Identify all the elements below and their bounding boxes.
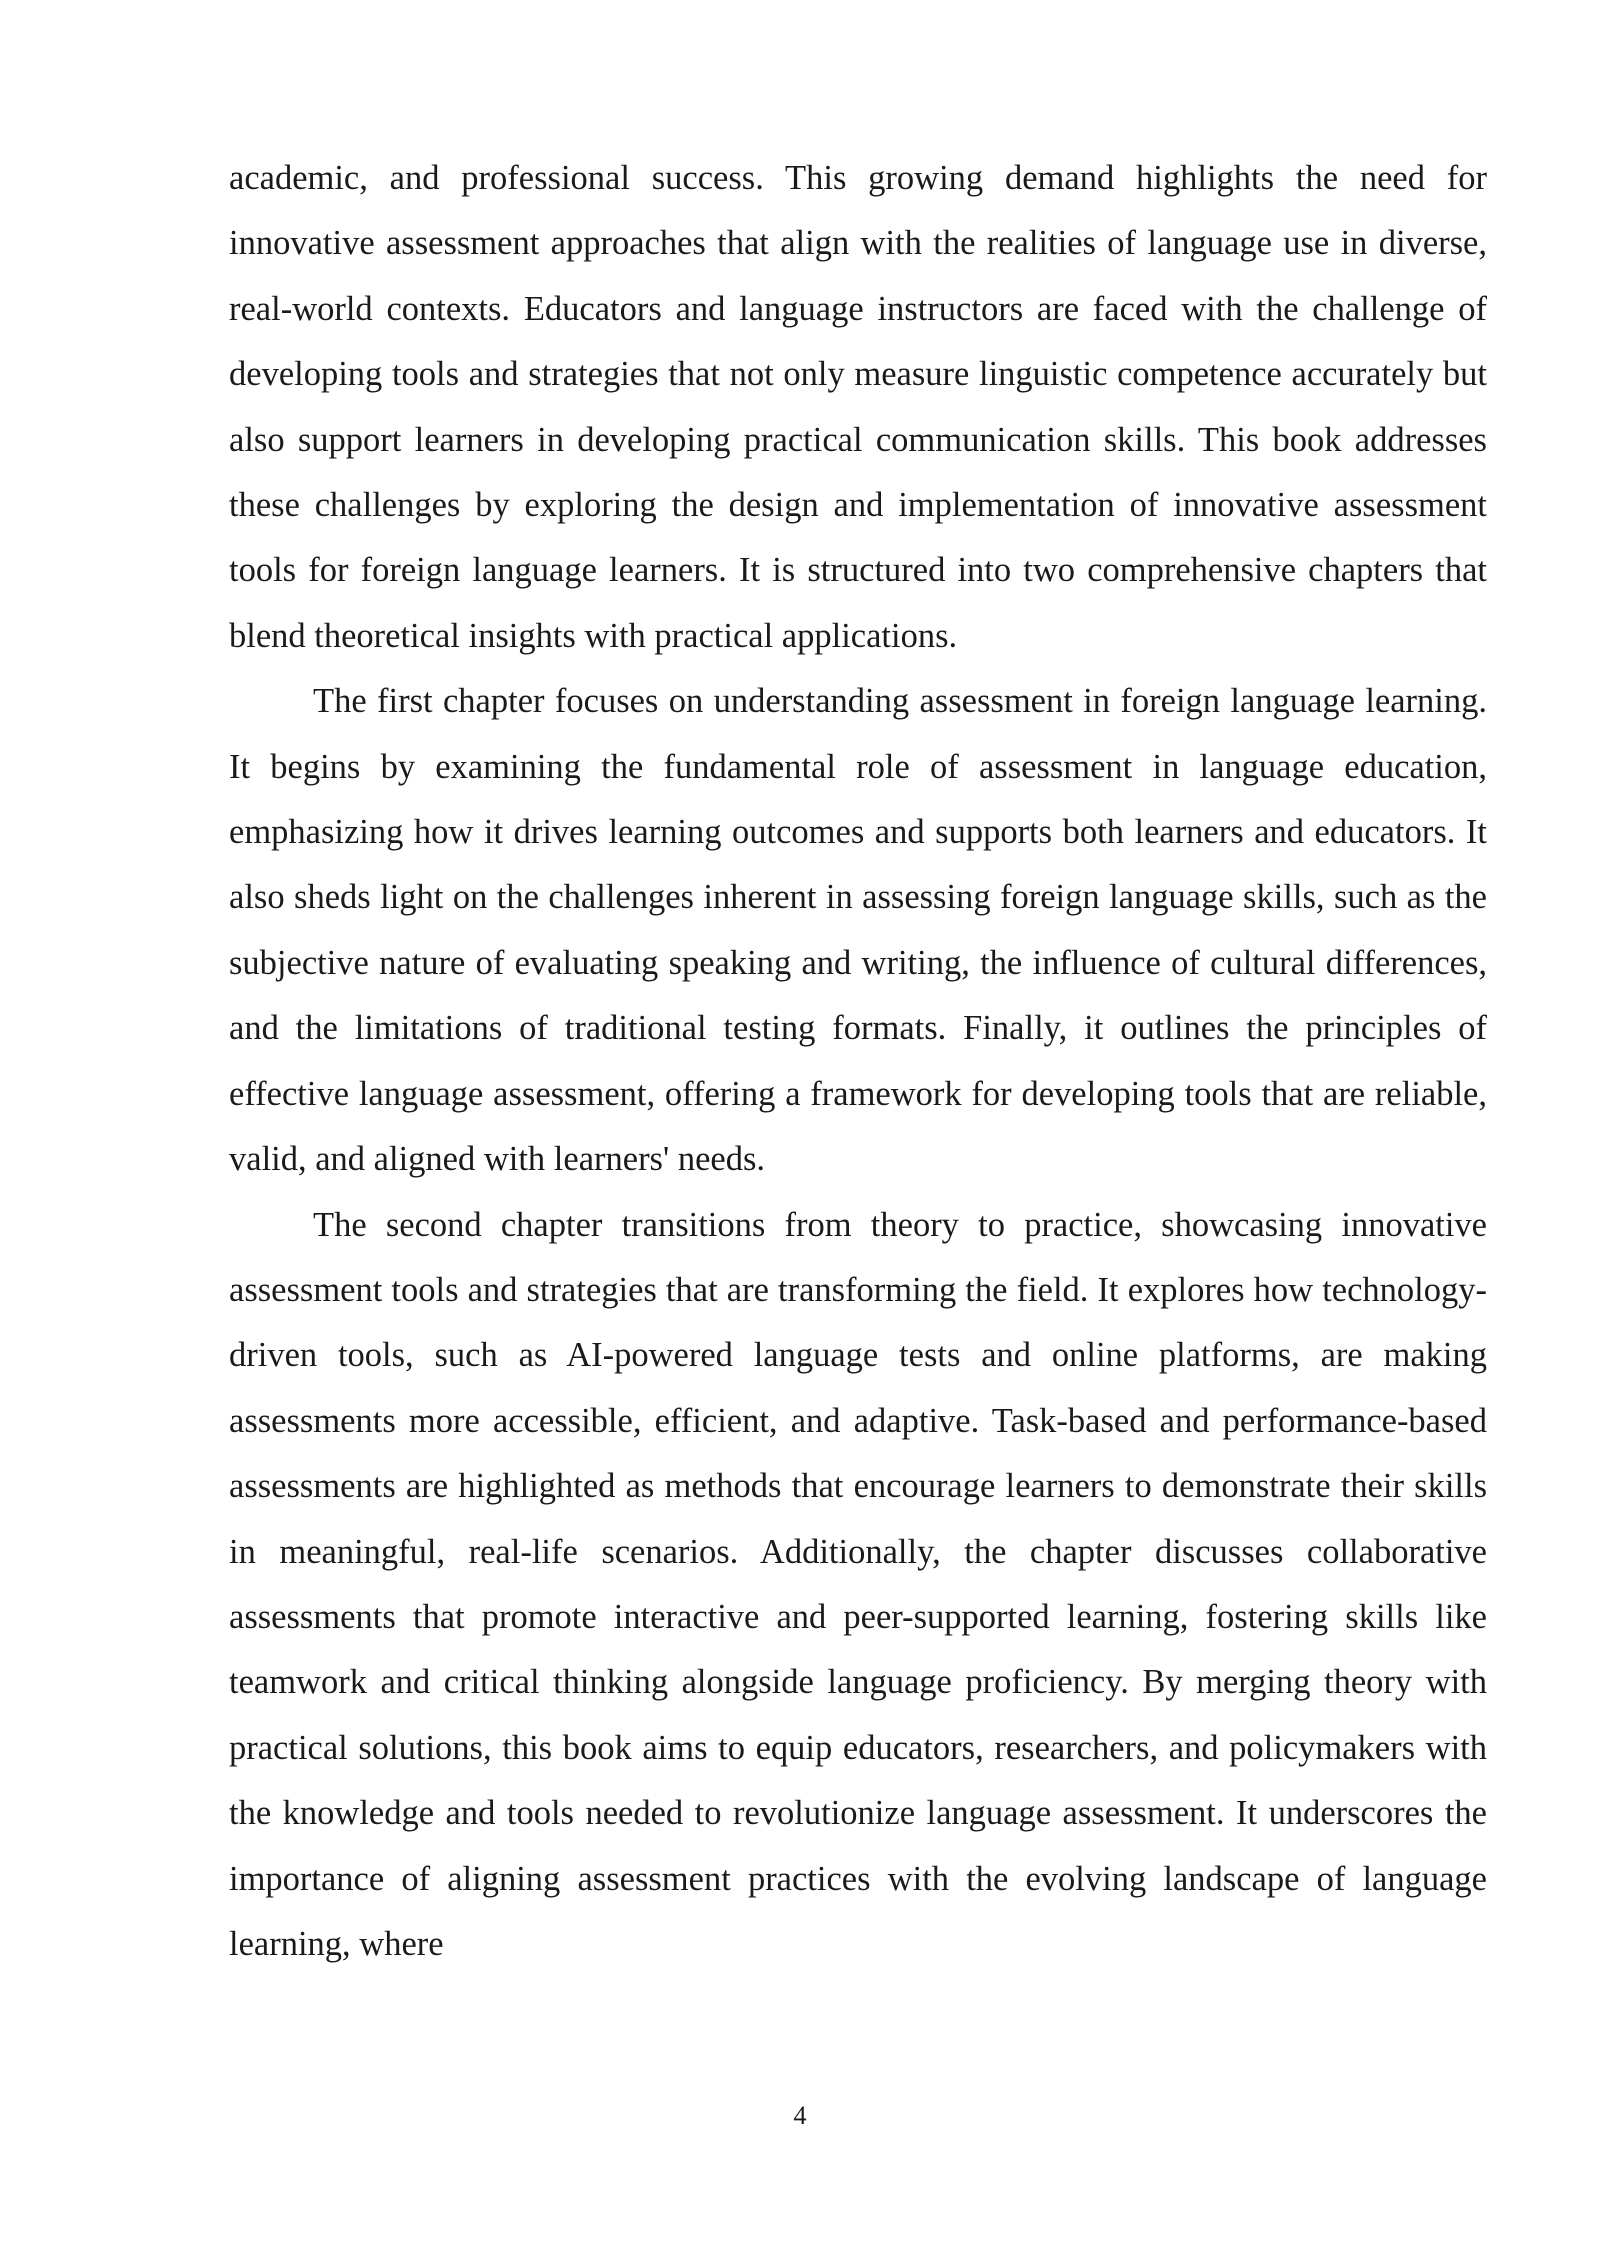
- body-text: [229, 146, 1487, 1977]
- page-number: 4: [793, 2101, 807, 2130]
- paragraph-second-chapter: The second chapter transitions from theory to practice, showcasing innovative assessment tools and strategies that are transforming the field. It explores how technology-driven tools, such as AI-powered language tests and online platforms, are making assessments more accessible, efficient, and adaptive. Task-based and performance-based assessments are highlighted as methods that encourage learners to demonstrate their skills in meaningful, real-life scenarios. Additionally, the chapter discusses collaborative assessments that promote interactive and peer-supported learning, fostering skills like teamwork and critical thinking alongside language proficiency. By merging theory with practical solutions, this book aims to equip educators, researchers, and policymakers with the knowledge and tools needed to revolutionize language assessment. It underscores the importance of aligning assessment practices with the evolving landscape of language learning, where: [229, 1205, 1487, 1963]
- paragraph-continuation: academic, and professional success. This growing demand highlights the need for innovative assessment approaches that align with the realities of language use in diverse, real-world contexts. Educators and language instructors are faced with the challenge of developing tools and strategies that not only measure linguistic competence accurately but also support learners in developing practical communication skills. This book addresses these challenges by exploring the design and implementation of innovative assessment tools for foreign language learners. It is structured into two comprehensive chapters that blend theoretical insights with practical applications.: [229, 159, 1487, 655]
- paragraph-first-chapter: The first chapter focuses on understanding assessment in foreign language learning. It begins by examining the fundamental role of assessment in language education, emphasizing how it drives learning outcomes and supports both learners and educators. It also sheds light on the challenges inherent in assessing foreign language skills, such as the subjective nature of evaluating speaking and writing, the influence of cultural differences, and the limitations of traditional testing formats. Finally, it outlines the principles of effective language assessment, offering a framework for developing tools that are reliable, valid, and aligned with learners' needs.: [229, 682, 1487, 1179]
